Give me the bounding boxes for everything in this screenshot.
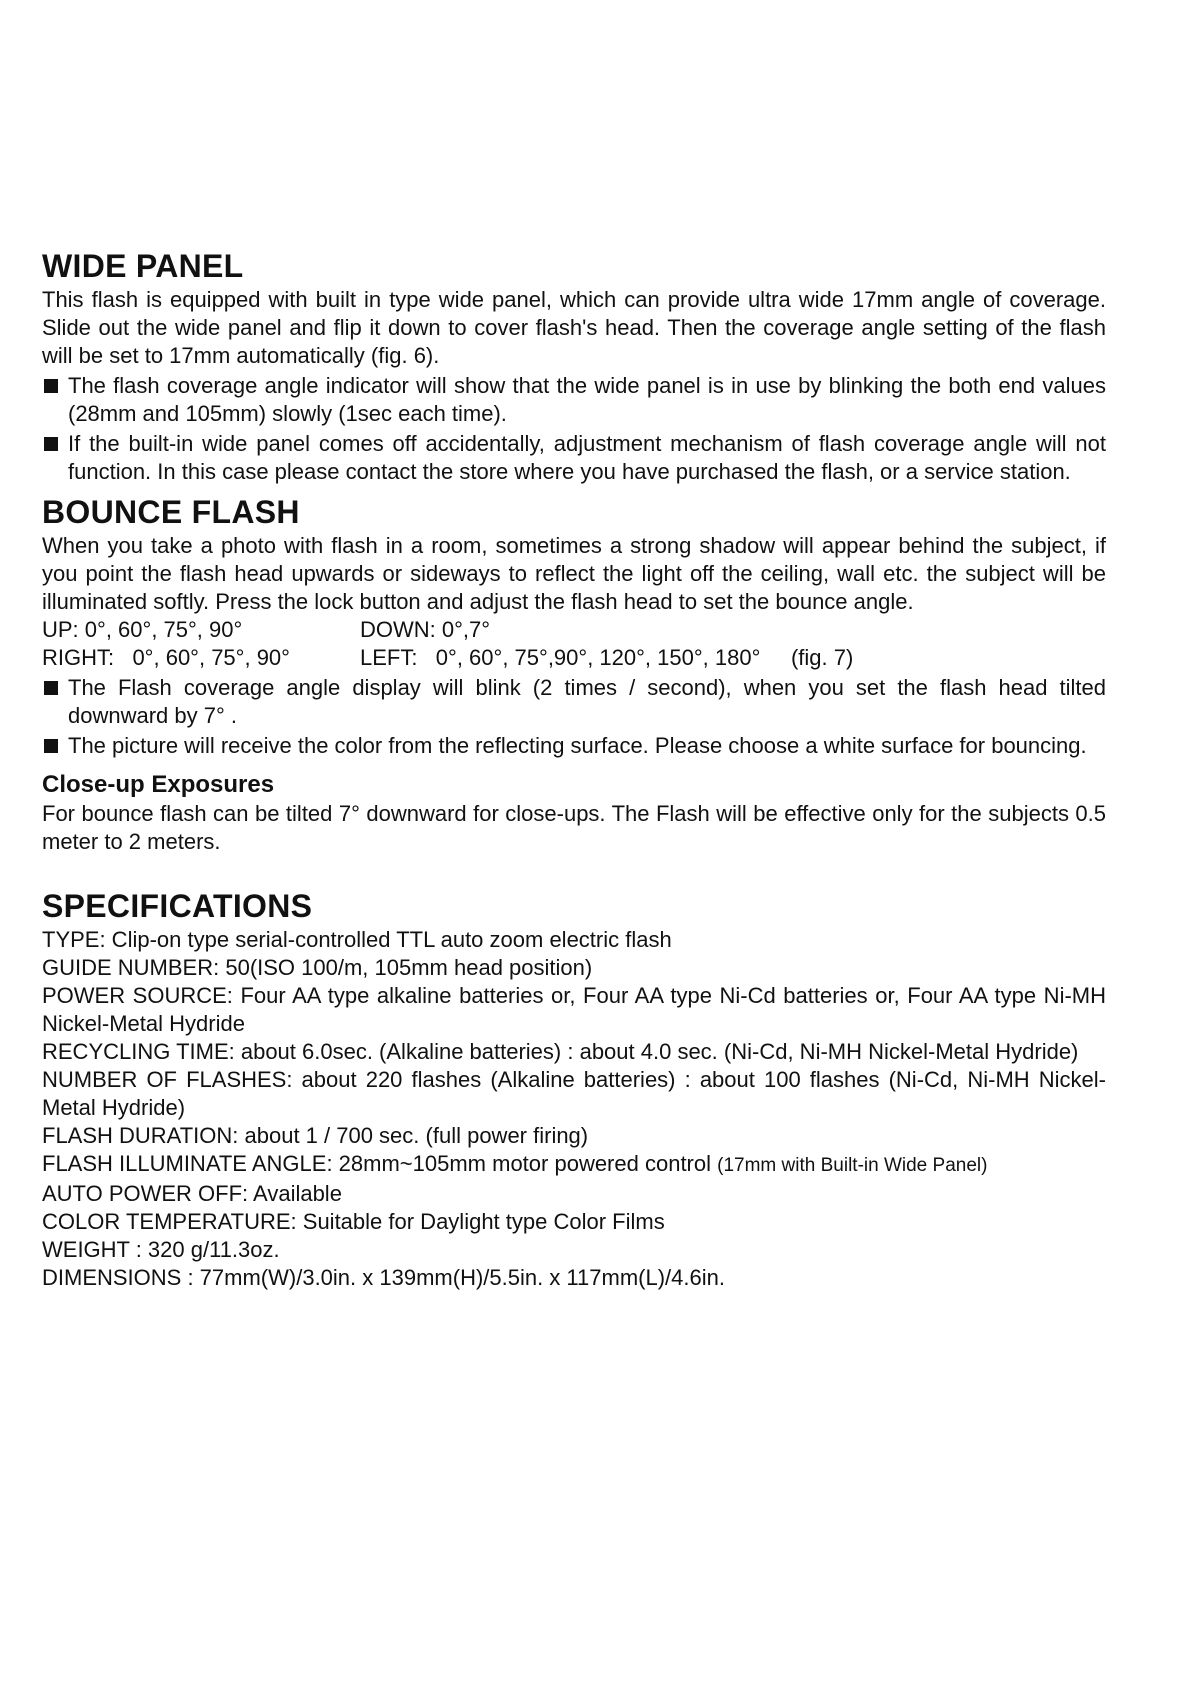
spec-type: TYPE: Clip-on type serial-controlled TTL auto zoom electric flash <box>42 927 672 952</box>
angle-row-horizontal <box>42 644 1106 672</box>
spec-guide-number: GUIDE NUMBER: 50(ISO 100/m, 105mm head position) <box>42 955 593 980</box>
spec-illuminate-angle <box>42 1150 1106 1180</box>
wide-panel-intro: This flash is equipped with built in type wide panel, which can provide ultra wide 17mm angle of coverage. Slide out the wide panel and flip it down to cover flash's head. Then the coverage angle setting of the flash will be set to 17mm automatically (fig. 6). <box>42 287 1106 368</box>
spec-color-temperature: COLOR TEMPERATURE: Suitable for Daylight type Color Films <box>42 1209 665 1234</box>
page-content <box>42 246 1106 1292</box>
up-angles: UP: 0°, 60°, 75°, 90° <box>42 617 243 642</box>
spec-weight: WEIGHT : 320 g/11.3oz. <box>42 1237 280 1262</box>
illuminate-angle-note: (17mm with Built-in Wide Panel) <box>717 1155 988 1176</box>
square-bullet-icon <box>44 379 58 393</box>
specifications-section <box>42 886 1106 1292</box>
bullet-text: The flash coverage angle indicator will show that the wide panel is in use by blinking the both end values (28mm and 105mm) slowly (1sec each time). <box>68 373 1106 426</box>
square-bullet-icon <box>44 437 58 451</box>
illuminate-angle-text: FLASH ILLUMINATE ANGLE: 28mm~105mm motor powered control <box>42 1151 712 1176</box>
right-angles: RIGHT: 0°, 60°, 75°, 90° <box>42 645 290 670</box>
wide-panel-bullet-2 <box>42 430 1106 486</box>
left-angles: LEFT: 0°, 60°, 75°,90°, 120°, 150°, 180° (fig. 7) <box>360 645 854 670</box>
bounce-flash-intro: When you take a photo with flash in a room, sometimes a strong shadow will appear behind the subject, if you point the flash head upwards or sideways to reflect the light off the ceiling, wall etc. the subject will be illuminated softly. Press the lock button and adjust the flash head to set the bounce angle. <box>42 533 1106 614</box>
spec-power-source: POWER SOURCE: Four AA type alkaline batteries or, Four AA type Ni-Cd batteries or, Four AA type Ni-MH Nickel-Metal Hydride <box>42 983 1106 1036</box>
closeup-heading: Close-up Exposures <box>42 771 275 798</box>
wide-panel-heading: WIDE PANEL <box>42 248 244 284</box>
spec-flash-duration: FLASH DURATION: about 1 / 700 sec. (full power firing) <box>42 1123 589 1148</box>
wide-panel-section <box>42 246 1106 486</box>
spec-recycling-time: RECYCLING TIME: about 6.0sec. (Alkaline batteries) : about 4.0 sec. (Ni-Cd, Ni-MH Nickel-Metal Hydride) <box>42 1039 1079 1064</box>
down-angles: DOWN: 0°,7° <box>360 617 491 642</box>
bullet-text: If the built-in wide panel comes off accidentally, adjustment mechanism of flash coverage angle will not function. In this case please contact the store where you have purchased the flash, or a service station. <box>68 431 1106 484</box>
bounce-bullet-2 <box>42 732 1106 760</box>
specifications-heading: SPECIFICATIONS <box>42 888 313 924</box>
wide-panel-bullet-1 <box>42 372 1106 428</box>
bounce-flash-heading: BOUNCE FLASH <box>42 494 300 530</box>
bounce-flash-section <box>42 492 1106 856</box>
bullet-text: The Flash coverage angle display will blink (2 times / second), when you set the flash head tilted downward by 7° . <box>68 675 1106 728</box>
bounce-bullet-1 <box>42 674 1106 730</box>
spec-auto-power-off: AUTO POWER OFF: Available <box>42 1181 342 1206</box>
spec-number-of-flashes: NUMBER OF FLASHES: about 220 flashes (Alkaline batteries) : about 100 flashes (Ni-Cd, Ni-MH Nickel-Metal Hydride) <box>42 1067 1106 1120</box>
closeup-text: For bounce flash can be tilted 7° downward for close-ups. The Flash will be effective only for the subjects 0.5 meter to 2 meters. <box>42 801 1106 854</box>
square-bullet-icon <box>44 681 58 695</box>
angle-row-vertical <box>42 616 1106 644</box>
square-bullet-icon <box>44 739 58 753</box>
spec-dimensions: DIMENSIONS : 77mm(W)/3.0in. x 139mm(H)/5.5in. x 117mm(L)/4.6in. <box>42 1265 725 1290</box>
bullet-text: The picture will receive the color from the reflecting surface. Please choose a white surface for bouncing. <box>68 733 1087 758</box>
closeup-subsection <box>42 770 1106 856</box>
